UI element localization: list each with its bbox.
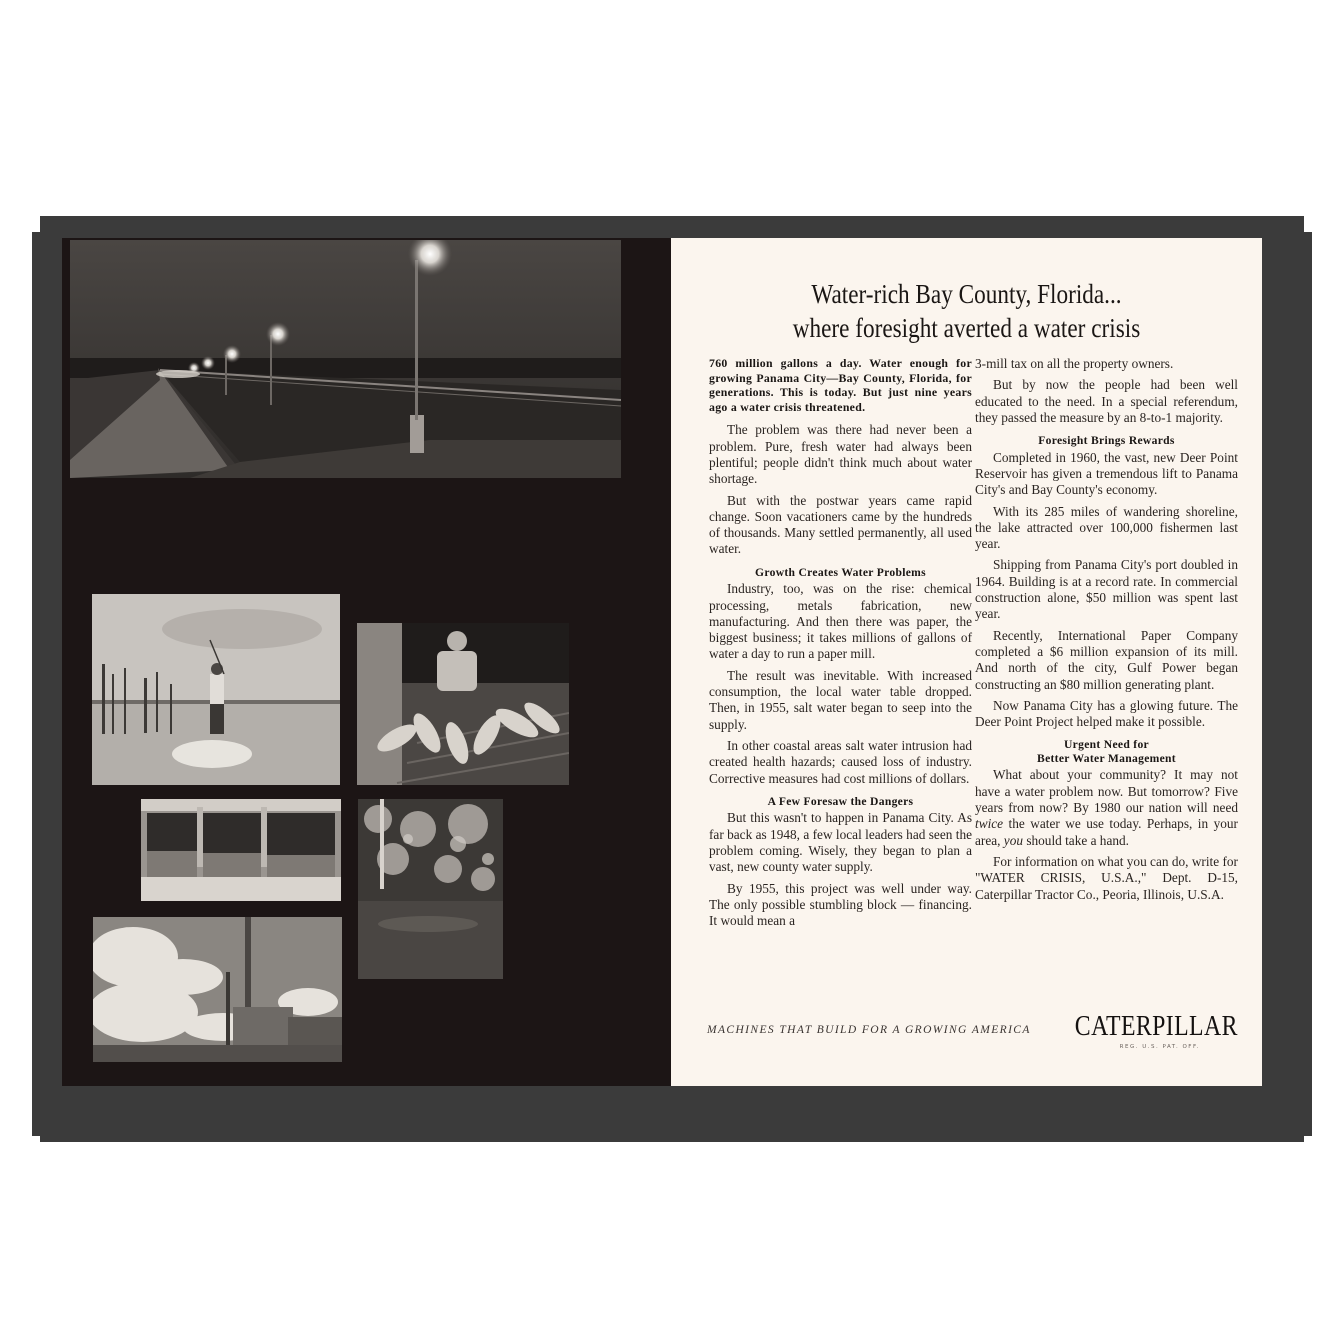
subheading-urgent-need — [975, 738, 1238, 765]
trademark-note: REG. U.S. PAT. OFF. — [1119, 1044, 1200, 1050]
subheading-dangers: A Few Foresaw the Dangers — [767, 794, 914, 808]
body-paragraph: Industry, too, was on the rise: chemical processing, metals fabrication, new manufacturing. And then there was paper, the biggest business; it takes millions of gallons of water a day to run a paper mill. — [709, 581, 972, 662]
body-paragraph: In other coastal areas salt water intrusion had created health hazards; caused loss of industry. Corrective measures had cost millions of dollars. — [709, 737, 972, 786]
caterpillar-logo: CATERPILLAR — [1074, 1010, 1238, 1042]
body-paragraph: 3-mill tax on all the property owners. — [975, 356, 1174, 371]
photo-fisherman — [92, 594, 340, 785]
lead-paragraph: 760 million gallons a day. Water enough for growing Panama City—Bay County, Florida, for generations. This is today. But just nine years ago a water crisis threatened. — [709, 356, 972, 414]
subheading-rewards: Foresight Brings Rewards — [1038, 434, 1175, 448]
left-page-photos — [62, 238, 671, 1086]
body-paragraph: The result was inevitable. With increased consumption, the local water table dropped. Then, in 1955, salt water began to seep into the supply. — [709, 667, 972, 732]
body-paragraph: With its 285 miles of wandering shoreline, the lake attracted over 100,000 fishermen last year. — [975, 503, 1238, 552]
body-paragraph: By 1955, this project was well under way. The only possible stumbling block — financing. It would mean a — [709, 880, 972, 929]
body-paragraph: But with the postwar years came rapid change. Soon vacationers came by the hundreds of thousands. Many settled permanently, all used water. — [709, 492, 972, 557]
body-paragraph: But this wasn't to happen in Panama City. As far back as 1948, a few local leaders had seen the problem coming. Wisely, they began to plan a vast, new county water supply. — [709, 810, 972, 875]
emphasis-you: you — [1003, 832, 1023, 848]
contact-paragraph: For information on what you can do, write for "WATER CRISIS, U.S.A.," Dept. D-15, Caterpillar Tractor Co., Peoria, Illinois, U.S.A. — [975, 853, 1238, 902]
photo-dam-spillway — [141, 799, 341, 901]
tagline: MACHINES THAT BUILD FOR A GROWING AMERICA — [707, 1024, 1031, 1036]
body-paragraph: The problem was there had never been a problem. Pure, fresh water had always been plentiful; people didn't think much about water shortage. — [709, 422, 972, 487]
text-run: the water we use today. Perhaps, in your area, — [975, 816, 1238, 848]
body-paragraph: Now Panama City has a glowing future. The Deer Point Project helped make it possible. — [975, 697, 1238, 730]
headline-line-2: where foresight averted a water crisis — [792, 313, 1141, 344]
body-paragraph: Completed in 1960, the vast, new Deer Point Reservoir has given a tremendous lift to Panama City's and Bay County's economy. — [975, 449, 1238, 498]
text-run: What about your community? It may not have a water problem now. But tomorrow? Five years from now? By 1980 our nation will need — [975, 767, 1238, 816]
article-column-1 — [709, 356, 972, 934]
ad-footer — [671, 1010, 1262, 1050]
body-paragraph: Recently, International Paper Company completed a $6 million expansion of its mill. And north of the city, Gulf Power began constructing an $80 million generating plant. — [975, 627, 1238, 692]
body-paragraph: But by now the people had been well educated to the need. In a special referendum, they passed the measure by an 8-to-1 majority. — [975, 377, 1238, 425]
text-run: should take a hand. — [1023, 832, 1129, 848]
subheading-line-2: Better Water Management — [1037, 751, 1176, 765]
body-paragraph — [975, 767, 1238, 848]
body-paragraph: Shipping from Panama City's port doubled in 1964. Building is at a record rate. In commercial construction alone, $50 million was spent last year. — [975, 557, 1238, 622]
subheading-line-1: Urgent Need for — [1064, 738, 1149, 752]
headline — [671, 277, 1262, 345]
headline-line-1: Water-rich Bay County, Florida... — [811, 279, 1122, 310]
photo-forest-stream — [358, 799, 503, 979]
right-page-article — [671, 238, 1262, 1086]
subheading-growth: Growth Creates Water Problems — [755, 565, 926, 579]
photo-paper-mill — [93, 917, 342, 1062]
emphasis-twice: twice — [975, 816, 1004, 832]
photo-boy-with-fish — [357, 623, 569, 785]
photo-causeway-night — [70, 240, 621, 478]
article-column-2 — [975, 356, 1238, 908]
